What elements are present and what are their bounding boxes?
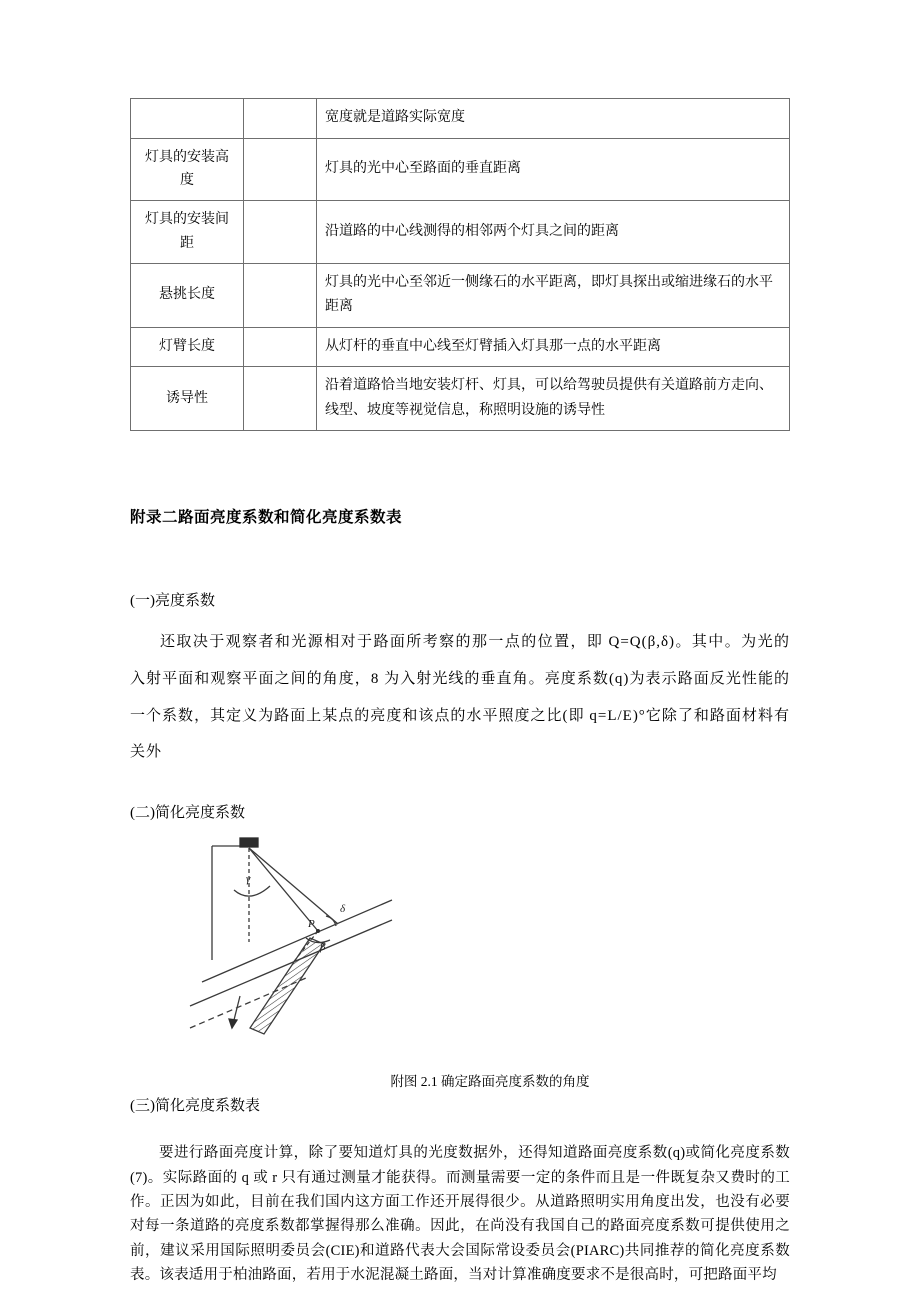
term-cell: 灯具的安装间距 xyxy=(131,201,244,264)
incident-ray-line-2 xyxy=(249,848,338,924)
luminaire-shape xyxy=(240,838,258,847)
desc-cell: 灯具的光中心至路面的垂直距离 xyxy=(317,138,790,201)
symbol-cell xyxy=(244,138,317,201)
gamma-label: γ xyxy=(246,873,251,886)
table-row xyxy=(131,367,790,431)
section-title-3: (三)简化亮度系数表 xyxy=(130,1098,260,1115)
point-p-dot xyxy=(316,929,320,933)
table-row xyxy=(131,263,790,327)
section-title-1: (一)亮度系数 xyxy=(130,593,215,610)
table-row xyxy=(131,201,790,264)
term-cell: 灯臂长度 xyxy=(131,327,244,367)
table-row xyxy=(131,327,790,367)
appendix-heading: 附录二路面亮度系数和简化亮度系数表 xyxy=(130,509,403,527)
symbol-cell xyxy=(244,201,317,264)
road-figure-svg xyxy=(188,830,396,1065)
term-cell: 悬挑长度 xyxy=(131,263,244,327)
p-label: P xyxy=(308,918,315,931)
section-title-2: (二)简化亮度系数 xyxy=(130,805,245,822)
term-cell: 灯具的安装高度 xyxy=(131,138,244,201)
gamma-arc xyxy=(234,886,270,896)
arrow-head xyxy=(229,1019,237,1028)
desc-cell: 沿着道路恰当地安装灯杆、灯具，可以给驾驶员提供有关道路前方走向、线型、坡度等视觉信息，称照明设施的诱导性 xyxy=(317,367,790,431)
table-row xyxy=(131,138,790,201)
symbol-cell xyxy=(244,367,317,431)
term-cell: 诱导性 xyxy=(131,367,244,431)
glossary-table xyxy=(130,98,790,431)
desc-cell: 宽度就是道路实际宽度 xyxy=(317,99,790,139)
figure xyxy=(130,830,790,1090)
symbol-cell xyxy=(244,99,317,139)
paragraph-3: 要进行路面亮度计算，除了要知道灯具的光度数据外，还得知道路面亮度系数(q)或简化亮度系数(7)。实际路面的 q 或 r 只有通过测量才能获得。而测量需要一定的条件而且是一件既复杂又费时的工作。正因为如此，目前在我们国内这方面工作还开展得很少。从道路照明实用角度出发，也没有必要对每一条道路的亮度系数都掌握得那么准确。因此，在尚没有我国自己的路面亮度系数可提供使用之前，建议采用国际照明委员会(CIE)和道路代表大会国际常设委员会(PIARC)共同推荐的简化亮度系数表。该表适用于柏油路面，若用于水泥混凝土路面，当对计算准确度要求不是很高时，可把路面平均 xyxy=(130,1145,790,1283)
delta-label: δ xyxy=(340,903,346,916)
beta-label: β xyxy=(320,941,326,954)
desc-cell: 沿道路的中心线测得的相邻两个灯具之间的距离 xyxy=(317,201,790,264)
desc-cell: 灯具的光中心至邻近一侧缘石的水平距离，即灯具探出或缩进缘石的水平距离 xyxy=(317,263,790,327)
term-cell xyxy=(131,99,244,139)
symbol-cell xyxy=(244,263,317,327)
figure-caption: 附图 2.1 确定路面亮度系数的角度 xyxy=(390,1074,590,1090)
symbol-cell xyxy=(244,327,317,367)
road-figure xyxy=(188,830,396,1070)
desc-cell: 从灯杆的垂直中心线至灯臂插入灯具那一点的水平距离 xyxy=(317,327,790,367)
paragraph-1: 还取决于观察者和光源相对于路面所考察的那一点的位置，即 Q=Q(β,δ)。其中。为光的入射平面和观察平面之间的角度，8 为入射光线的垂直角。亮度系数(q)为表示路面反光性能的一个系数，其定义为路面上某点的亮度和该点的水平照度之比(即 q=L/E)°它除了和路面材料有关外 xyxy=(130,634,790,761)
table-row xyxy=(131,99,790,139)
hatched-strip xyxy=(250,938,324,1034)
